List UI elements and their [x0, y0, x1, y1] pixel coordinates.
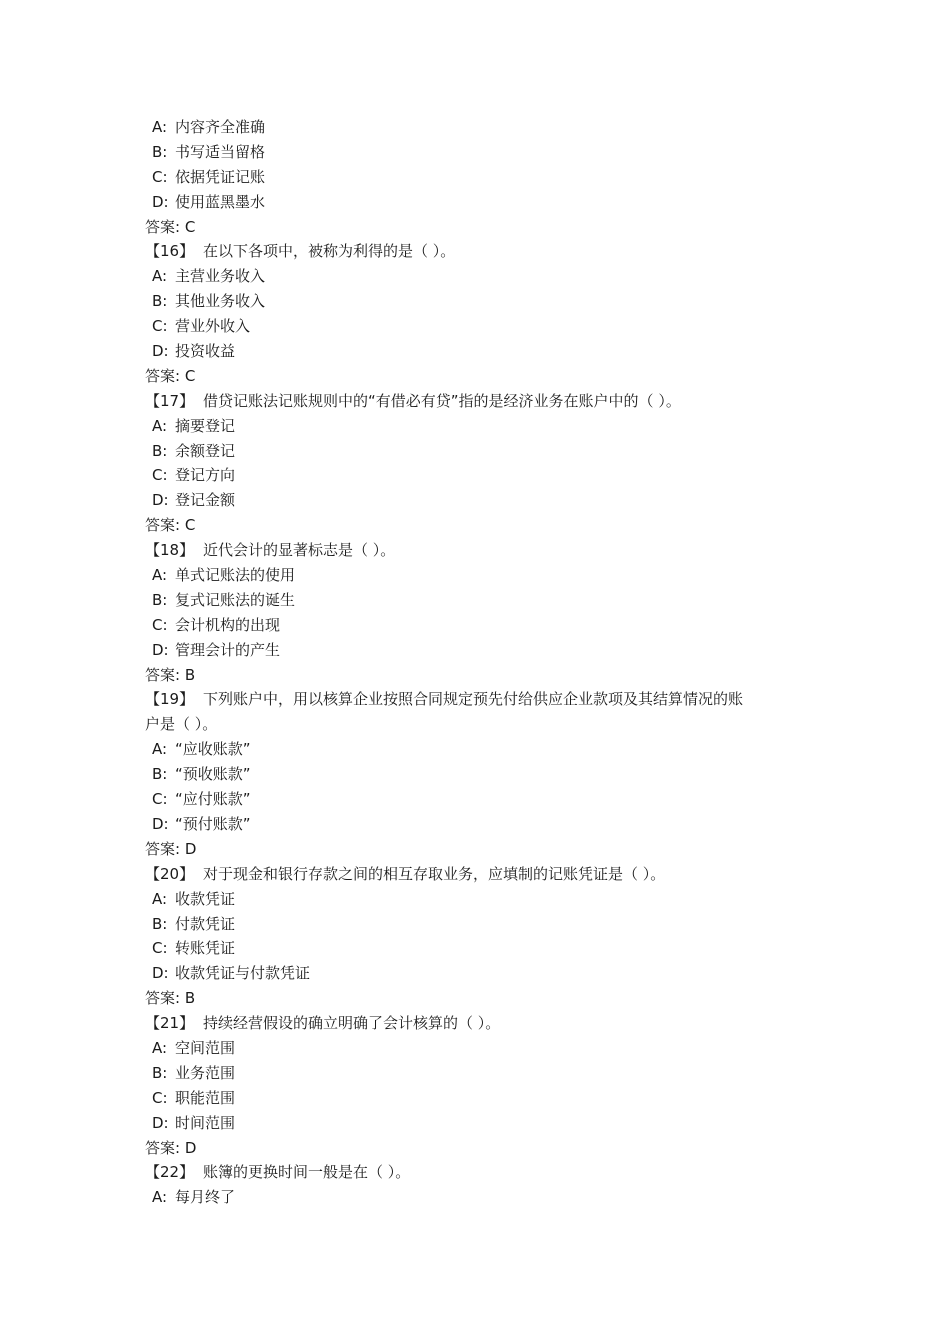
answer-line: 答案: B — [145, 989, 196, 1008]
option-d: D: 登记金额 — [152, 491, 236, 510]
option-b: B: 业务范围 — [152, 1063, 236, 1082]
option-b: B: 余额登记 — [152, 441, 236, 460]
question-stem-continued: 户是（ ）。 — [145, 715, 218, 734]
option-d: D: “预付账款” — [152, 814, 251, 833]
option-b: B: “预收账款” — [152, 765, 251, 784]
option-d: D: 投资收益 — [152, 342, 236, 361]
answer-line: 答案: C — [145, 366, 196, 385]
question-stem: 【20】 对于现金和银行存款之间的相互存取业务，应填制的记账凭证是（ ）。 — [145, 864, 666, 883]
question-stem: 【22】 账簿的更换时间一般是在（ ）。 — [145, 1163, 411, 1182]
answer-line: 答案: D — [145, 1138, 197, 1157]
option-b: B: 书写适当留格 — [152, 142, 266, 161]
question-19 — [145, 687, 835, 861]
option-c: C: 营业外收入 — [152, 317, 251, 336]
option-a: A: 内容齐全准确 — [152, 118, 266, 136]
question-17 — [145, 389, 835, 538]
question-15-continued — [145, 115, 835, 239]
question-stem: 【19】 下列账户中，用以核算企业按照合同规定预先付给供应企业款项及其结算情况的账 — [145, 690, 744, 709]
option-d: D: 管理会计的产生 — [152, 640, 281, 659]
question-stem: 【21】 持续经营假设的确立明确了会计核算的（ ）。 — [145, 1014, 501, 1033]
document-page — [145, 115, 835, 1210]
answer-line: 答案: D — [145, 839, 197, 858]
option-a: A: 主营业务收入 — [152, 267, 266, 286]
question-16 — [145, 239, 835, 388]
option-a: A: 每月终了 — [152, 1188, 236, 1207]
option-d: D: 收款凭证与付款凭证 — [152, 964, 311, 983]
option-a: A: 单式记账法的使用 — [152, 566, 296, 585]
question-18 — [145, 538, 835, 687]
question-stem: 【16】 在以下各项中，被称为利得的是（ ）。 — [145, 242, 456, 261]
option-a: A: 收款凭证 — [152, 889, 236, 908]
answer-line: 答案: C — [145, 217, 196, 236]
option-c: C: 依据凭证记账 — [152, 167, 266, 186]
option-c: C: 职能范围 — [152, 1088, 236, 1107]
option-a: A: “应收账款” — [152, 740, 251, 759]
question-stem: 【17】 借贷记账法记账规则中的“有借必有贷”指的是经济业务在账户中的（ ）。 — [145, 391, 681, 410]
option-a: A: 摘要登记 — [152, 416, 236, 435]
option-c: C: “应付账款” — [152, 790, 251, 809]
option-b: B: 其他业务收入 — [152, 292, 266, 311]
question-21 — [145, 1011, 835, 1160]
question-20 — [145, 862, 835, 1011]
option-d: D: 时间范围 — [152, 1113, 236, 1132]
question-stem: 【18】 近代会计的显著标志是（ ）。 — [145, 541, 396, 560]
option-d: D: 使用蓝黑墨水 — [152, 192, 266, 211]
option-b: B: 复式记账法的诞生 — [152, 590, 296, 609]
option-c: C: 登记方向 — [152, 466, 236, 485]
option-a: A: 空间范围 — [152, 1038, 236, 1057]
answer-line: 答案: B — [145, 665, 196, 684]
option-c: C: 转账凭证 — [152, 939, 236, 958]
question-22 — [145, 1160, 835, 1210]
option-c: C: 会计机构的出现 — [152, 615, 281, 634]
answer-line: 答案: C — [145, 516, 196, 535]
option-b: B: 付款凭证 — [152, 914, 236, 933]
